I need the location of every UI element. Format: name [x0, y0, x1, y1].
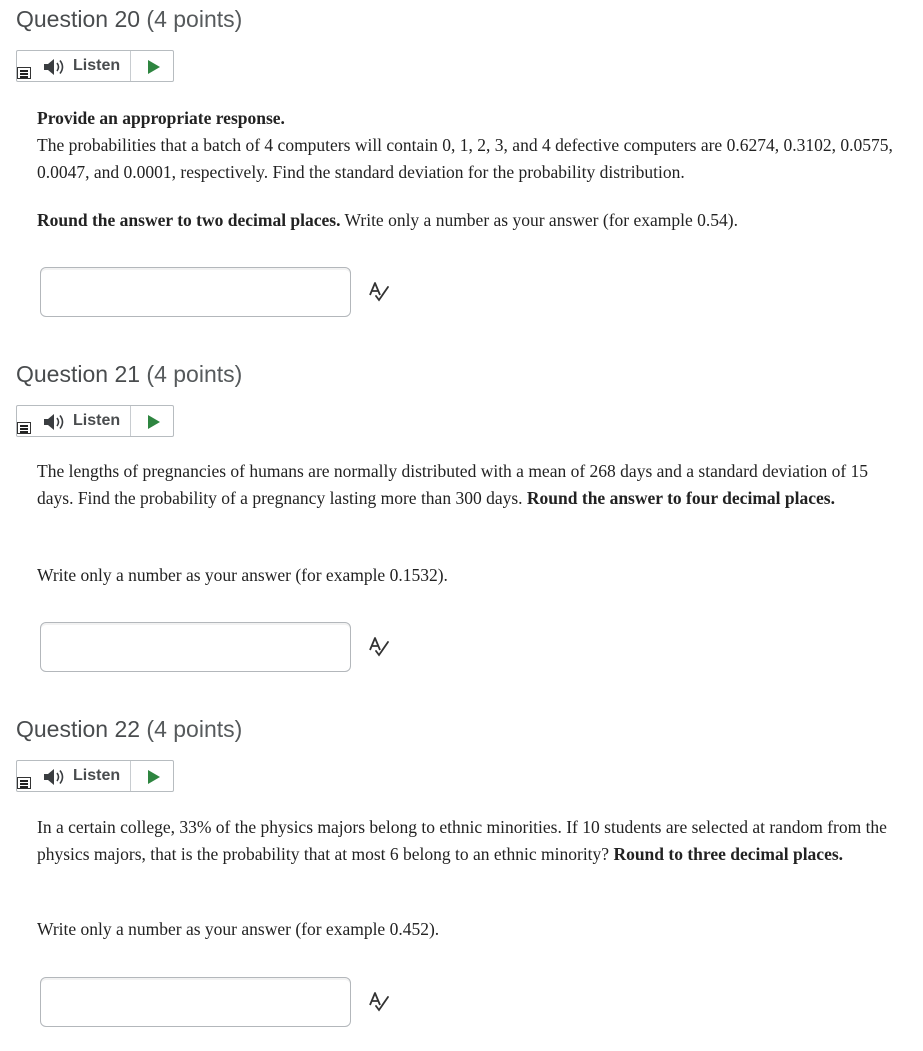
instruction-text: Write only a number as your answer (for example 0.54).	[340, 210, 738, 230]
question-lead: Provide an appropriate response.	[37, 108, 285, 128]
bold-instruction: Round to three decimal places.	[613, 844, 844, 864]
speaker-icon[interactable]	[43, 414, 65, 430]
instruction-text: Write only a number as your answer (for example 0.452).	[37, 919, 440, 939]
spell-check-icon[interactable]	[367, 281, 391, 303]
question-points: (4 points)	[146, 716, 243, 742]
question-body: In a certain college, 33% of the physics majors belong to ethnic minorities. If 10 students are selected at random from the physics majors, that is the probability that at most 6 belong to an ethnic minority?	[37, 817, 887, 864]
question-text	[37, 814, 907, 868]
question-number: Question 21	[16, 361, 141, 387]
listen-toolbar	[16, 50, 174, 82]
answer-input[interactable]	[40, 622, 351, 672]
question-body: The lengths of pregnancies of humans are normally distributed with a mean of 268 days and a standard deviation of 15 days. Find the probability of a pregnancy lasting more than 300 days.	[37, 461, 869, 508]
question-points: (4 points)	[146, 361, 243, 387]
question-title	[16, 6, 242, 33]
spell-check-icon[interactable]	[367, 636, 391, 658]
listen-button[interactable]: Listen	[73, 57, 121, 74]
menu-icon[interactable]	[17, 422, 31, 434]
question-number: Question 22	[16, 716, 141, 742]
question-points: (4 points)	[146, 6, 243, 32]
toolbar-divider	[130, 761, 131, 791]
toolbar-divider	[130, 406, 131, 436]
question-text	[37, 105, 907, 186]
answer-input[interactable]	[40, 977, 351, 1027]
question-title	[16, 716, 242, 743]
question-text	[37, 458, 907, 512]
play-icon[interactable]	[147, 59, 161, 75]
question-body: The probabilities that a batch of 4 computers will contain 0, 1, 2, 3, and 4 defective computers are 0.6274, 0.3102, 0.0575, 0.0047, and 0.0001, respectively. Find the standard deviation for the probability distribution.	[37, 135, 893, 182]
bold-instruction: Round the answer to four decimal places.	[526, 488, 835, 508]
listen-button[interactable]: Listen	[73, 767, 121, 784]
question-instruction	[37, 207, 907, 234]
play-icon[interactable]	[147, 414, 161, 430]
question-instruction	[37, 916, 907, 943]
toolbar-divider	[130, 51, 131, 81]
listen-toolbar	[16, 405, 174, 437]
answer-input[interactable]	[40, 267, 351, 317]
speaker-icon[interactable]	[43, 769, 65, 785]
listen-toolbar	[16, 760, 174, 792]
question-title	[16, 361, 242, 388]
question-instruction	[37, 562, 907, 589]
speaker-icon[interactable]	[43, 59, 65, 75]
instruction-text: Write only a number as your answer (for example 0.1532).	[37, 565, 448, 585]
bold-instruction: Round the answer to two decimal places.	[37, 210, 341, 230]
question-number: Question 20	[16, 6, 141, 32]
listen-button[interactable]: Listen	[73, 412, 121, 429]
spell-check-icon[interactable]	[367, 991, 391, 1013]
play-icon[interactable]	[147, 769, 161, 785]
menu-icon[interactable]	[17, 777, 31, 789]
menu-icon[interactable]	[17, 67, 31, 79]
